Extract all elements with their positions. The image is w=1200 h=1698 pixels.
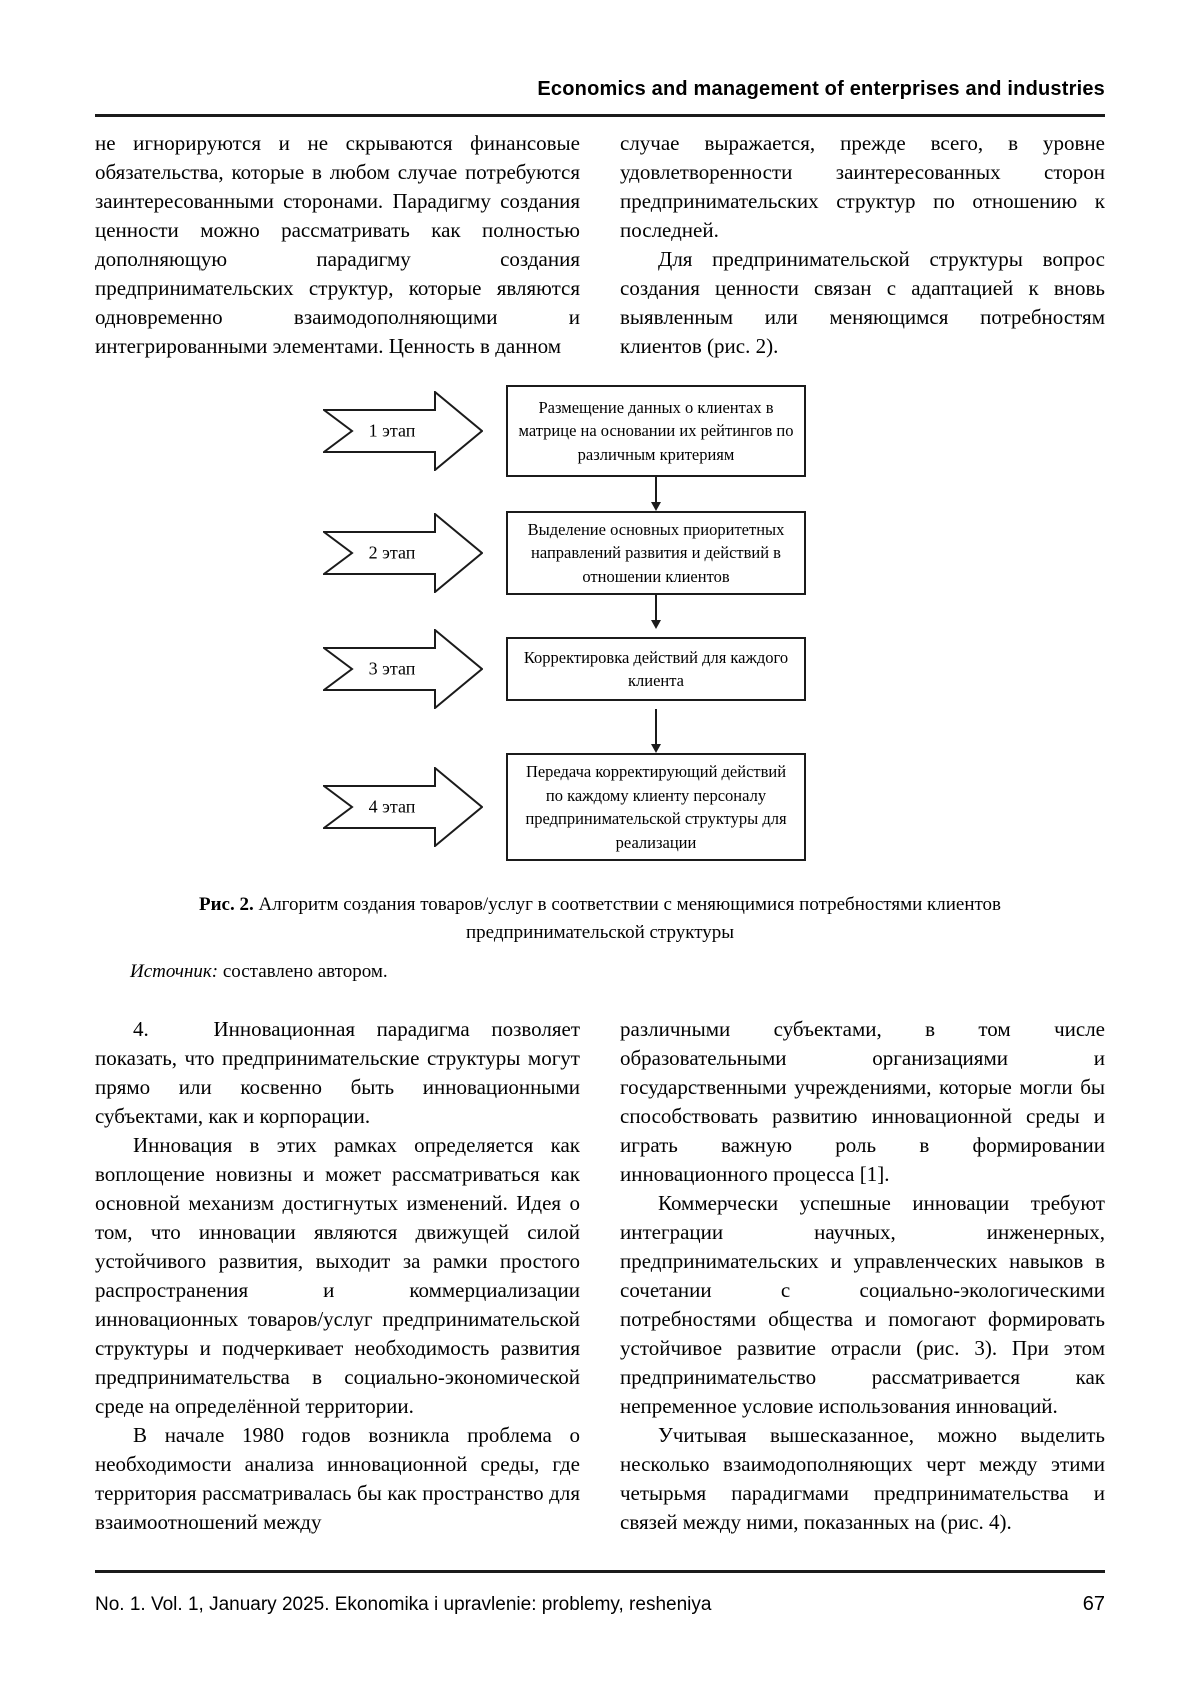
figure-2-flowchart — [323, 385, 806, 861]
stage-label: 1 этап — [368, 420, 416, 441]
flowchart-step-row — [323, 753, 806, 861]
down-arrow-icon — [506, 709, 806, 753]
page-header: Economics and management of enterprises and industries — [537, 78, 1105, 100]
stage-label: 2 этап — [368, 542, 416, 563]
paragraph: не игнорируются и не скрываются финансовые обязательства, которые в любом случае потребуются заинтересованными сторонами. Парадигму создания ценности можно рассматривать как полностью дополняющую парадигму создания предпринимательских структур, которые являются одновременно взаимодополняющими и интегрированными элементами. Ценность в данном — [95, 131, 580, 358]
figure-source-text: составлено автором. — [222, 960, 388, 982]
stage-arrow-icon — [323, 767, 483, 847]
paragraph: различными субъектами, в том числе образовательными организациями и государственными учреждениями, которые могли бы способствовать развитию инновационной среды и играть важную роль в формировании инновационного процесса [1]. — [620, 1016, 1105, 1186]
lower-right-column — [620, 1015, 1105, 1537]
flowchart-box: Выделение основных приоритетных направлений развития и действий в отношении клиентов — [506, 511, 806, 595]
upper-left-column — [95, 129, 580, 361]
stage-arrow-icon — [323, 391, 483, 471]
flowchart-box: Корректировка действий для каждого клиента — [506, 637, 806, 701]
upper-right-column — [620, 129, 1105, 361]
paragraph: 4. Инновационная парадигма позволяет показать, что предпринимательские структуры могут прямо или косвенно быть инновационными субъектами, как и корпорации. — [95, 1016, 580, 1128]
flowchart-box: Передача корректирующий действий по каждому клиенту персоналу предпринимательской структуры для реализации — [506, 753, 806, 861]
paragraph: Инновация в этих рамках определяется как воплощение новизны и может рассматриваться как основной механизм достигнутых изменений. Идея о том, что инновации являются движущей силой устойчивого развития, выходит за рамки простого распространения и коммерциализации инновационных товаров/услуг предпринимательской структуры и подчеркивает необходимость развития предпринимательства в социально-экономической среде на определённой территории. — [95, 1132, 580, 1418]
stage-arrow-icon — [323, 513, 483, 593]
paragraph: Коммерчески успешные инновации требуют интеграции научных, инженерных, предпринимательских и управленческих навыков в сочетании с социально-экологическими потребностями общества и помогают формировать устойчивое развитие отрасли (рис. 3). При этом предпринимательство рассматривается как непременное условие использования инноваций. — [620, 1190, 1105, 1418]
down-arrow-icon — [506, 477, 806, 511]
stage-arrow-icon — [323, 629, 483, 709]
paragraph: Для предпринимательской структуры вопрос создания ценности связан с адаптацией к вновь выявленным или меняющимся потребностям клиентов (рис. 2). — [620, 247, 1105, 358]
lower-text-section — [95, 1015, 1105, 1537]
figure-source — [95, 961, 1105, 983]
lower-left-column — [95, 1015, 580, 1537]
figure-source-label: Источник: — [130, 960, 219, 982]
footer-journal-info: No. 1. Vol. 1, January 2025. Ekonomika i upravlenie: problemy, resheniya — [95, 1594, 712, 1615]
stage-label: 3 этап — [368, 658, 416, 679]
flowchart-box: Размещение данных о клиентах в матрице на основании их рейтингов по различным критериям — [506, 385, 806, 477]
figure-caption-text: Алгоритм создания товаров/услуг в соответствии с меняющимися потребностями клиентов предпринимательской структуры — [258, 893, 1002, 943]
figure-caption — [95, 891, 1105, 947]
paragraph: случае выражается, прежде всего, в уровне удовлетворенности заинтересованных сторон предпринимательских структур по отношению к последней. — [620, 131, 1105, 242]
down-arrow-icon — [506, 595, 806, 629]
stage-label: 4 этап — [368, 796, 416, 817]
paragraph: В начале 1980 годов возникла проблема о необходимости анализа инновационной среды, где территория рассматривалась бы как пространство для взаимоотношений между — [95, 1422, 580, 1534]
page-footer — [95, 1570, 1105, 1616]
upper-text-section — [95, 129, 1105, 361]
flowchart-step-row — [323, 629, 806, 709]
page-number: 67 — [1082, 1593, 1105, 1615]
paragraph: Учитывая вышесказанное, можно выделить несколько взаимодополняющих черт между этими четырьмя парадигмами предпринимательства и связей между ними, показанных на (рис. 4). — [620, 1422, 1105, 1534]
header-rule — [95, 114, 1105, 117]
flowchart-step-row — [323, 385, 806, 477]
flowchart-step-row — [323, 511, 806, 595]
figure-caption-label: Рис. 2. — [198, 893, 254, 915]
